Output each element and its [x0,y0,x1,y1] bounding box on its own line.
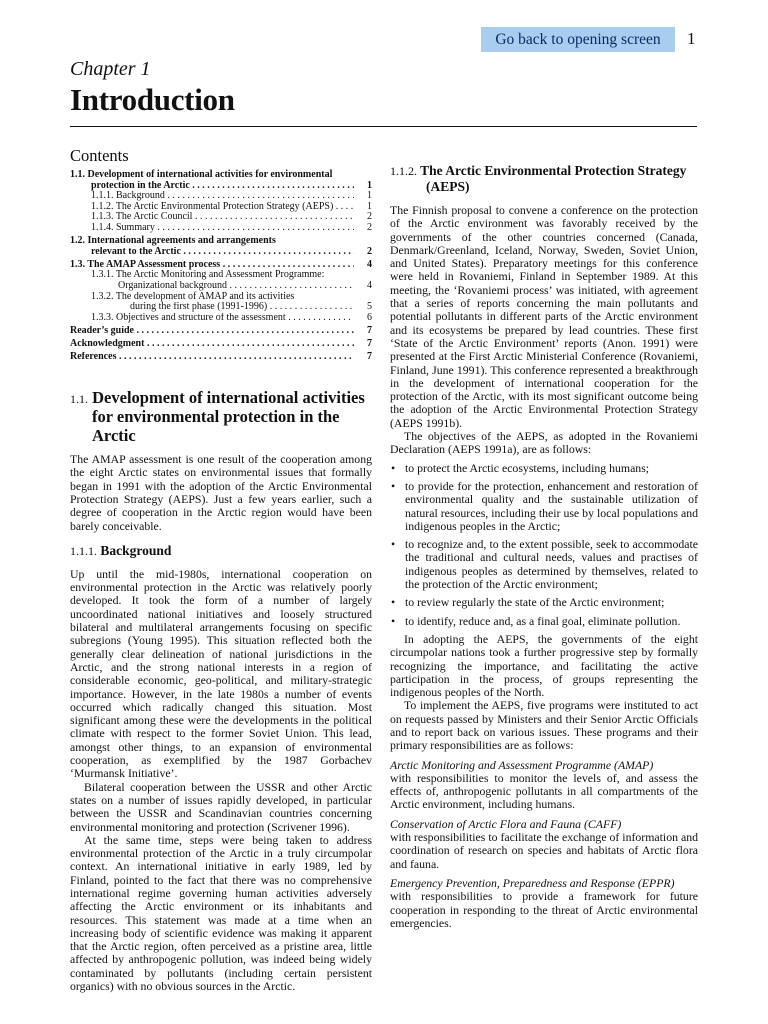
program-description: with responsibilities to facilitate the exchange of information and coordination of research on species and habitats of Arctic flora and fauna. [390,830,698,871]
toc-entry[interactable]: during the first phase (1991-1996) . . . 5 [70,302,372,313]
paragraph: Bilateral cooperation between the USSR and other Arctic states on a number of issues rapidly developed, in particular between the USSR and Scandinavian countries concerning environmental monitoring and protection (Scrivener 1996). [70,779,372,834]
paragraph: Up until the mid-1980s, international cooperation on environmental protection in the Arctic was relatively poorly developed. It took the form of a number of largely uncoordinated national initiatives and loosely structured bilateral and multilateral arrangements focusing on specific subregions (Young 1995). This situation reflected both the generally clear delineation of national jurisdictions in the Arctic, and the strong national interests in a region of considerable economic, geo-political, and military-strategic importance. However, in the late 1980s a number of events occurred which radically changed this situation. Most significant among these were the developments in the political climate with respect to the former Soviet Union. This lead, amongst other things, to an expansion of environmental cooperation, as exemplified by the 1987 Gorbachev ‘Murmansk Initiative’. [70,566,372,781]
section-title: Background [100,542,172,558]
paragraph: The AMAP assessment is one result of the cooperation among the eight Arctic states on environmental issues that formally began in 1991 with the adoption of the Arctic Environmental Protection Strategy (AEPS). Just a few years earlier, such a degree of cooperation in the Arctic region would have been barely conceivable. [70,452,372,533]
program-name: Arctic Monitoring and Assessment Programme (AMAP) [390,757,654,772]
toc-entry[interactable]: References . . . 7 [70,352,372,363]
toc-entry[interactable]: 1.3.1. The Arctic Monitoring and Assessment Programme: [91,269,325,281]
paragraph: In adopting the AEPS, the governments of the eight circumpolar nations took a further progressive step by formally recognizing the importance, and facilitating the active participation in the process, of groups representing the indigenous peoples of the North. [390,631,698,700]
list-item: • to protect the Arctic ecosystems, including humans; [390,462,698,475]
list-item: • to review regularly the state of the Arctic environment; [390,596,698,609]
page-number: 1 [687,29,696,48]
section-number: 1.1. [70,391,88,406]
paragraph: The Finnish proposal to convene a conference on the protection of the Arctic environment was favorably received by the governments of the other countries concerned (Canada, Denmark/Greenland, Iceland, Norway, Sweden, Soviet Union, and United States). Preparatory meetings for this conference were held in Rovaniemi, Finland in September 1989. At this meeting, the ‘Rovaniemi process’ was initiated, with agreement that a series of reports concerning the main pollutants and potential pollutants in different parts of the Arctic environment and its ecosystems be prepared by lead countries. These first ‘State of the Arctic Environment’ reports (Anon. 1991) were presented at the First Arctic Ministerial Conference (Rovaniemi, Finland, June 1991). This conference represented a breakthrough in the development of international cooperation for the protection of the Arctic, with its most significant outcome being the adoption of the Arctic Environmental Protection Strategy (AEPS 1991b). [390,203,698,430]
toc-entry[interactable]: 1.3.3. Objectives and structure of the assessment . . . 6 [70,313,372,324]
title-divider [70,126,697,127]
objectives-list [390,462,698,628]
toc-entry[interactable]: 1.1.1. Background . . . 1 [70,191,372,202]
toc-entry[interactable]: 1.1.2. The Arctic Environmental Protection Strategy (AEPS) . . . 1 [70,202,372,213]
toc-entry[interactable]: 1.1.4. Summary . . . 2 [70,223,372,234]
list-item: • to provide for the protection, enhancement and restoration of environmental quality and the sustainable utilization of natural resources, including their use by local populations and indigenous peoples in the Arctic; [390,480,698,533]
section-title: Development of international activities for environmental protection in the Arctic [92,387,365,445]
program-name: Conservation of Arctic Flora and Fauna (CAFF) [390,816,622,831]
paragraph: To implement the AEPS, five programs were instituted to act on requests passed by Ministers and their Senior Arctic Officials and to report back on various issues. These programs and their primary responsibilities are as follows: [390,698,698,753]
left-column [70,146,372,993]
toc-entry[interactable]: Organizational background . . . 4 [70,281,372,292]
toc-entry[interactable]: Reader’s guide . . . 7 [70,326,372,337]
program-description: with responsibilities to provide a framework for future cooperation in responding to the threat of Arctic environmental emergencies. [390,889,698,930]
toc-entry[interactable]: Acknowledgment . . . 7 [70,339,372,350]
section-title: The Arctic Environmental Protection Strategy (AEPS) [420,163,687,194]
section-heading-1-1 [70,389,372,446]
toc-entry[interactable]: 1.1. Development of international activities for environmental [70,169,333,180]
program-name: Emergency Prevention, Preparedness and Response (EPPR) [390,875,675,890]
toc-entry[interactable]: relevant to the Arctic . . . 2 [70,247,372,258]
paragraph: The objectives of the AEPS, as adopted in the Rovaniemi Declaration (AEPS 1991a), are as follows: [390,429,698,457]
list-item: • to identify, reduce and, as a final goal, eliminate pollution. [390,615,698,628]
section-number: 1.1.1. [70,543,97,558]
right-column [390,163,698,930]
section-heading-1-1-1 [70,543,372,559]
section-heading-1-1-2 [390,163,698,195]
section-number: 1.1.2. [390,164,417,178]
go-back-button[interactable]: Go back to opening screen [481,27,675,52]
page-title: Introduction [70,82,235,117]
program-description: with responsibilities to monitor the levels of, and assess the effects of, anthropogenic pollutants in all compartments of the Arctic environment, including humans. [390,770,698,812]
toc-entry[interactable]: 1.2. International agreements and arrangements [70,235,276,247]
toc-entry[interactable]: 1.3. The AMAP Assessment process . . . 4 [70,260,372,271]
toc-entry[interactable]: 1.1.3. The Arctic Council . . . 2 [70,212,372,223]
paragraph: At the same time, steps were being taken to address environmental protection of the Arctic in a truly circumpolar context. An international initiative in early 1989, led by Finland, pointed to the fact that there was no comprehensive international regime governing human activities adversely affecting the Arctic environment or its inhabitants and resources. This statement was made at a time when an increasing body of scientific evidence was making it apparent that the Arctic region, often perceived as a pristine area, little affected by anthropogenic pollution, was indeed being widely contaminated by pollutants (including certain persistent organics) with no obvious sources in the Arctic. [70,832,372,994]
toc-entry[interactable]: protection in the Arctic . . . 1 [70,181,372,192]
contents-heading: Contents [70,146,129,165]
toc-entry[interactable]: 1.3.2. The development of AMAP and its activities [91,290,295,302]
table-of-contents [70,170,372,363]
list-item: • to recognize and, to the extent possible, seek to accommodate the traditional and cultural needs, values and practises of indigenous peoples as determined by themselves, related to the protection of the Arctic environment; [390,538,698,591]
chapter-label: Chapter 1 [70,58,151,80]
